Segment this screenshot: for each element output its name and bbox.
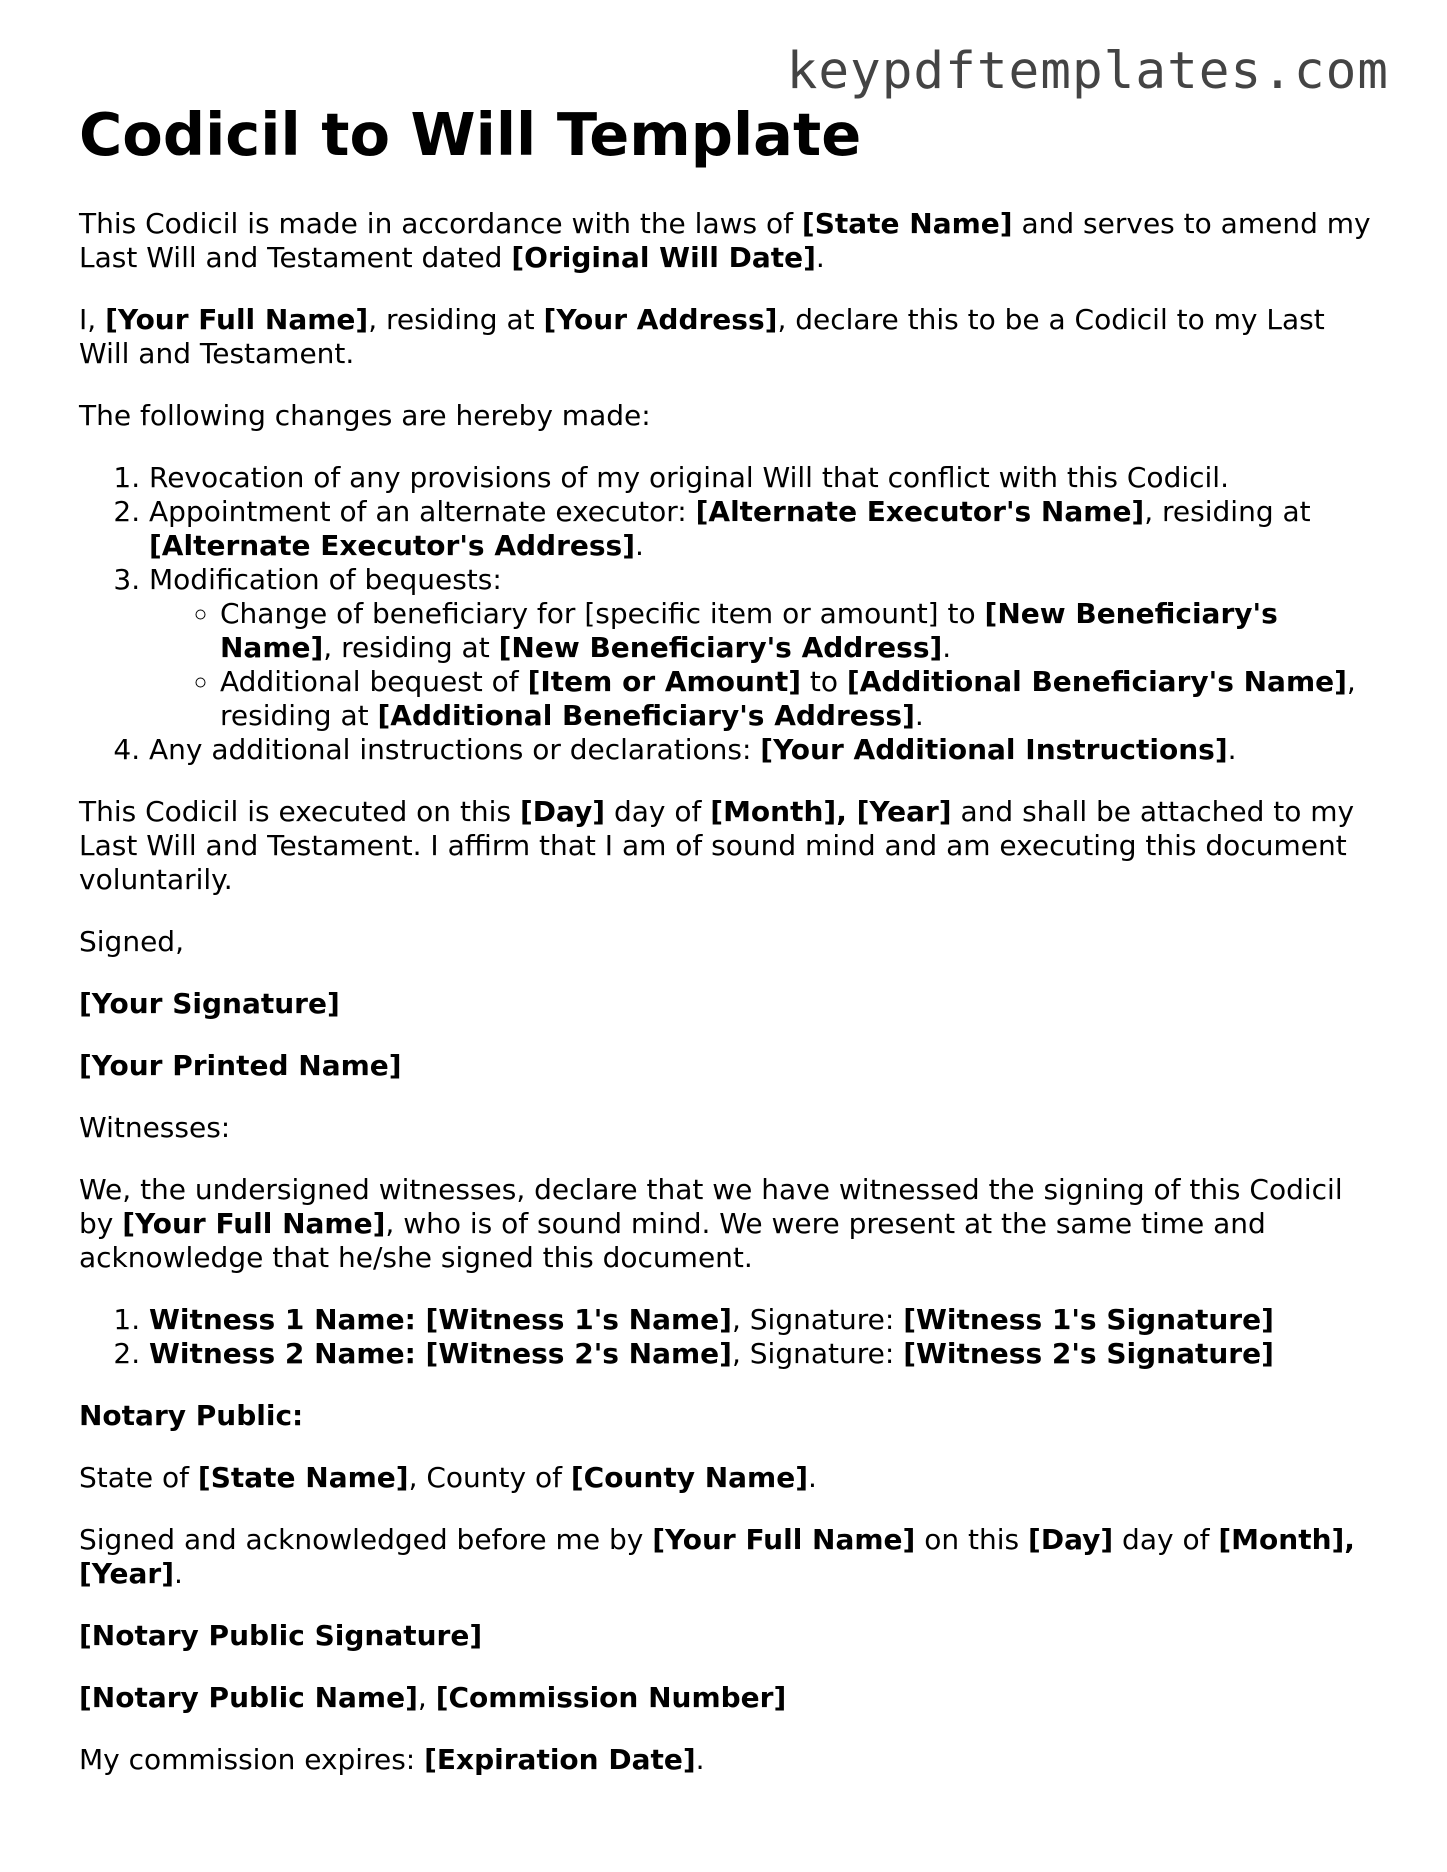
your-signature-field: [Your Signature] [79, 986, 340, 1020]
notary-state-county: State of [State Name], County of [County Name]. [79, 1460, 817, 1494]
notary-signature-field: [Notary Public Signature] [79, 1618, 483, 1652]
bequests-sublist [149, 597, 1379, 733]
list-item: 2. Witness 2 Name: [Witness 2's Name], Signature: [Witness 2's Signature] [149, 1337, 1379, 1371]
changes-intro: The following changes are hereby made: [79, 398, 651, 432]
witnesses-label: Witnesses: [79, 1110, 231, 1144]
watermark: keypdftemplates.com [786, 42, 1389, 101]
execution-paragraph: This Codicil is executed on this [Day] day of [Month], [Year] and shall be attached to my Last Will and Testament. I affirm that I am of sound mind and am executing this document voluntarily. [79, 794, 1355, 896]
intro-paragraph: This Codicil is made in accordance with the laws of [State Name] and serves to amend my Last Will and Testament dated [Original Will Date]. [79, 206, 1371, 274]
notary-acknowledgement: Signed and acknowledged before me by [Your Full Name] on this [Day] day of [Month], [Year]. [79, 1522, 1355, 1590]
notary-label: Notary Public: [79, 1398, 304, 1432]
signed-label: Signed, [79, 924, 184, 958]
declaration-paragraph: I, [Your Full Name], residing at [Your Address], declare this to be a Codicil to my Last Will and Testament. [79, 302, 1325, 370]
list-item: ◦ Change of beneficiary for [specific item or amount] to [New Beneficiary's Name], residing at [New Beneficiary's Address]. [220, 597, 1379, 665]
witness-list [79, 1303, 1379, 1371]
list-item: ◦ Additional bequest of [Item or Amount] to [Additional Beneficiary's Name], residing at [Additional Beneficiary's Address]. [220, 665, 1379, 733]
commission-expiration: My commission expires: [Expiration Date]. [79, 1742, 705, 1776]
document-page [79, 100, 1379, 1805]
notary-name-commission: [Notary Public Name], [Commission Number] [79, 1680, 787, 1714]
changes-list [79, 461, 1379, 767]
your-printed-name-field: [Your Printed Name] [79, 1048, 402, 1082]
list-item: 2. Appointment of an alternate executor: [Alternate Executor's Name], residing at [Alternate Executor's Address]. [149, 495, 1379, 563]
list-item: 1. Revocation of any provisions of my original Will that conflict with this Codicil. [149, 461, 1379, 495]
list-item: 4. Any additional instructions or declarations: [Your Additional Instructions]. [149, 733, 1379, 767]
list-item: 3. Modification of bequests: ◦ Change of beneficiary for [specific item or amount] to [New Beneficiary's Name], residing at [New Beneficiary's Address]. ◦ Additional bequest of [Item or Amount] to [Additional Beneficiary's Name], residing at [Additional Beneficiary's Address]. [149, 563, 1379, 733]
list-item: 1. Witness 1 Name: [Witness 1's Name], Signature: [Witness 1's Signature] [149, 1303, 1379, 1337]
document-title: Codicil to Will Template [79, 100, 862, 169]
witness-declaration-paragraph: We, the undersigned witnesses, declare that we have witnessed the signing of this Codicil by [Your Full Name], who is of sound mind. We were present at the same time and acknowledge that he/she signed this document. [79, 1172, 1343, 1274]
